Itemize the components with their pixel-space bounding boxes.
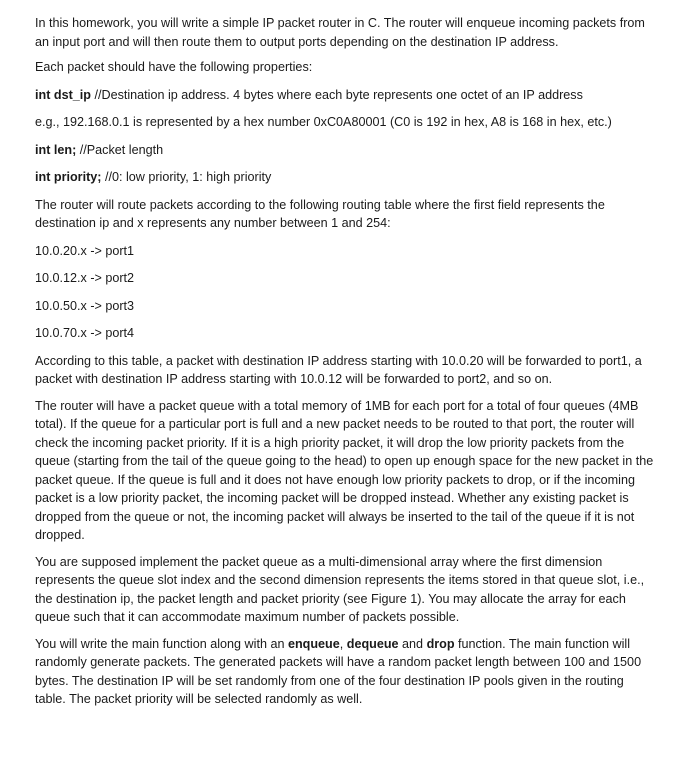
route-port4: 10.0.70.x -> port4 bbox=[35, 326, 135, 340]
routing-explanation: According to this table, a packet with destination IP address starting with 10.0.20 will be forwarded to port1, a packet with destination IP address starting with 10.0.12 will be forwarded to port2, and so on. bbox=[35, 353, 642, 386]
route-port2: 10.0.12.x -> port2 bbox=[35, 271, 135, 285]
array-description: You are supposed implement the packet queue as a multi-dimensional array where the first dimension represents the queue slot index and the second dimension represents the items stored in that queue slot, i.e., the destination ip, the packet length and packet priority (see Figure 1). You may allocate the array for each queue such that it can accommodate maximum number of packets possible. bbox=[35, 554, 645, 624]
dst-ip-property bbox=[35, 86, 656, 105]
main-text-2: function. The main function will randomly generate packets. The generated packets will have a random packet length between 100 and 1500 bytes. The destination IP will be set randomly from one of the four destination IP pools given in the routing table. The packet priority will be selected randomly as well. bbox=[35, 636, 642, 706]
properties-intro: Each packet should have the following properties: bbox=[35, 60, 313, 74]
main-separator: , bbox=[339, 636, 347, 651]
routing-intro: The router will route packets according to the following routing table where the first field represents the destination ip and x represents any number between 1 and 254: bbox=[35, 197, 605, 230]
enqueue-keyword: enqueue bbox=[287, 636, 340, 651]
dst-ip-label: int dst_ip bbox=[35, 87, 91, 102]
dst-ip-description: //Destination ip address. 4 bytes where each byte represents one octet of an IP address bbox=[90, 87, 583, 102]
priority-description: //0: low priority, 1: high priority bbox=[101, 170, 272, 184]
priority-label: int priority; bbox=[35, 170, 102, 184]
main-and: and bbox=[398, 636, 427, 651]
dequeue-keyword: dequeue bbox=[346, 636, 399, 651]
main-text-1: You will write the main function along with an bbox=[35, 636, 288, 651]
queue-description: The router will have a packet queue with a total memory of 1MB for each port for a total of four queues (4MB total). If the queue for a particular port is full and a new packet needs to be routed to that port, the router will check the incoming packet priority. If it is a high priority packet, it will drop the low priority packets from the queue (starting from the tail of the queue going to the head) to open up enough space for the new packet in the packet queue. If the queue is full and it does not have enough low priority packets to drop, or if the incoming packet is a low priority packet, the incoming packet will be dropped instead. Whether any existing packet is dropped from the queue or not, the incoming packet will always be inserted to the tail of the queue if it is not dropped. bbox=[35, 398, 654, 542]
len-label: int len; bbox=[35, 142, 77, 157]
ip-example: e.g., 192.168.0.1 is represented by a hex number 0xC0A80001 (C0 is 192 in hex, A8 is 168 in hex, etc.) bbox=[35, 115, 612, 129]
len-property bbox=[35, 141, 656, 160]
route-port1: 10.0.20.x -> port1 bbox=[35, 243, 135, 258]
main-function-description bbox=[35, 635, 656, 709]
route-port3: 10.0.50.x -> port3 bbox=[35, 298, 135, 313]
len-description: //Packet length bbox=[76, 142, 164, 157]
intro-paragraph: In this homework, you will write a simple IP packet router in C. The router will enqueue incoming packets from an input port and will then route them to output ports depending on the destination IP address. bbox=[35, 16, 645, 49]
priority-property bbox=[35, 168, 656, 187]
drop-keyword: drop bbox=[426, 636, 455, 651]
